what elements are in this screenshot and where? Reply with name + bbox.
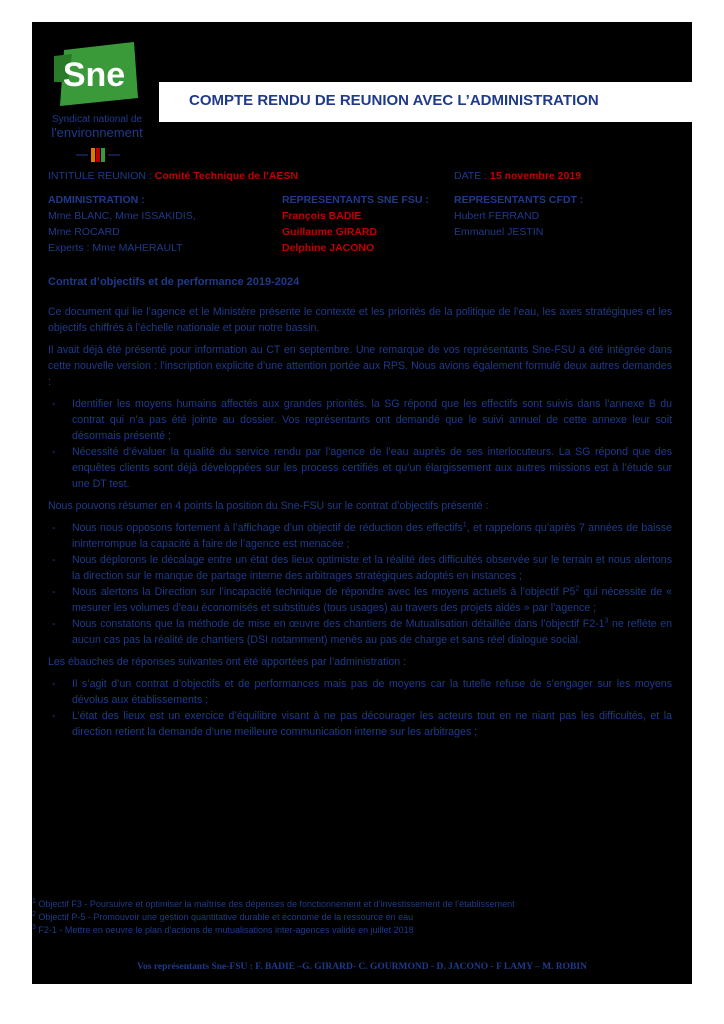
footnote (32, 911, 672, 924)
paragraph: Les ébauches de réponses suivantes ont été apportées par l’administration : (48, 656, 407, 668)
list-item (48, 520, 672, 552)
footnote-ref: 2 (575, 585, 580, 593)
administration-line: Mme ROCARD (48, 226, 120, 238)
footnote-number: 1 (32, 898, 36, 905)
meeting-date-label: DATE : (454, 170, 490, 182)
paragraph: Ce document qui lie l’agence et le Ministère présente le contexte et les priorités de la politique de l’eau, les axes stratégiques et les objectifs chiffrés à l’échelle nationale et pour notre bassin. (48, 306, 672, 334)
footnote-text: F2-1 - Mettre en oeuvre le plan d’actions de mutualisations inter-agences validé en juillet 2018 (35, 925, 414, 935)
list-item: - Nécessité d’évaluer la qualité du service rendu par l’agence de l’eau auprès de ses interlocuteurs. La SG répond que des enquêtes clients sont déjà développées sur les process certifiés et qu’un élargissement aux autres missions est à l’étude sur une DT test. (48, 444, 672, 492)
cfdt-member: Emmanuel JESTIN (454, 226, 544, 238)
footnote (32, 924, 672, 937)
document-body (48, 304, 672, 746)
sne-representatives-block (282, 192, 429, 256)
administration-line: Experts : Mme MAHERAULT (48, 242, 183, 254)
footnote-text: Objectif P-5 - Promouvoir une gestion quantitative durable et économe de la ressource en eau (35, 912, 414, 922)
footnote (32, 898, 672, 911)
footnote-number: 2 (32, 911, 36, 918)
logo-tagline: Syndicat national de (51, 114, 143, 125)
document-title: COMPTE RENDU DE REUNION AVEC L’ADMINISTRATION (189, 92, 599, 109)
cfdt-representatives-label: REPRESENTANTS CFDT : (454, 194, 584, 206)
sne-logo-mark (54, 42, 138, 106)
list-item-text: , et rappelons qu’après 7 années de baisse ininterrompue la capacité à faire de l’agence est menacée ; (72, 522, 672, 550)
position-list (48, 520, 672, 648)
meeting-name-label: INTITULE REUNION : (48, 170, 155, 182)
list-item (48, 616, 672, 648)
cfdt-member: Hubert FERRAND (454, 210, 540, 222)
signature-line: Vos représentants Sne-FSU : F. BADIE –G. GIRARD- C. GOURMOND - D. JACONO - F LAMY – M. ROBIN (137, 962, 587, 972)
cfdt-representatives-block (454, 192, 583, 240)
administration-block (48, 192, 196, 256)
response-list (48, 676, 672, 740)
list-item-text: Nous constatons que la méthode de mise en œuvre des chantiers de Mutualisation détaillée dans l’objectif F2-1 (72, 618, 605, 630)
sne-member: Delphine JACONO (282, 242, 375, 254)
meeting-date-value: 15 novembre 2019 (489, 170, 582, 182)
meeting-name (48, 168, 298, 184)
list-item: - Identifier les moyens humains affectés aux grandes priorités. la SG répond que les effectifs sont suivis dans l’annexe B du contrat qui n’a pas été jointe au dossier. Vos représentants ont demandé que le suivi annuel de cette annexe leur soit désormais présenté ; (48, 396, 672, 444)
section-title: Contrat d’objectifs et de performance 2019-2024 (48, 276, 300, 288)
footnote-text: Objectif F3 - Poursuivre et optimiser la maîtrise des dépenses de fonctionnement et d’investissement de l’établissement (35, 899, 515, 909)
logo-tagline-environnement: l'environnement (51, 125, 143, 140)
list-item-text: Nous alertons la Direction sur l’incapacité technique de répondre avec les moyens actuels à l’objectif P5 (72, 586, 576, 598)
paragraph: Nous pouvons résumer en 4 points la position du Sne-FSU sur le contrat d’objectifs présenté : (48, 500, 489, 512)
sne-member: François BADIE (282, 210, 362, 222)
list-item (48, 552, 672, 584)
list-item: - Il s’agit d’un contrat d’objectifs et de performances mais pas de moyens car la tutelle refuse de s’engager sur les moyens dévolus aux établissements ; (48, 676, 672, 708)
meeting-date (454, 168, 581, 184)
list-item-text: Nous nous opposons fortement à l’affichage d’un objectif de réduction des effectifs (72, 522, 463, 534)
meeting-name-value: Comité Technique de l’AESN (154, 170, 299, 182)
paragraph: Il avait déjà été présenté pour information au CT en septembre. Une remarque de vos représentants Sne-FSU a été intégrée dans cette nouvelle version : l’inscription explicite d’une attention portée aux RPS. Nous avions également formulé deux autres demandes : (48, 344, 672, 388)
sne-logo (50, 32, 144, 162)
administration-label: ADMINISTRATION : (48, 194, 145, 206)
request-list (48, 396, 672, 492)
sne-representatives-label: REPRESENTANTS SNE FSU : (282, 194, 429, 206)
document-page (32, 22, 692, 984)
sne-member: Guillaume GIRARD (282, 226, 378, 238)
fsu-logo-icon (76, 146, 120, 164)
footnote-ref: 1 (462, 521, 467, 529)
list-item-text: ne reflète en aucun cas pas la réalité de chantiers (DSI notamment) menés au pas de charge et sans réel dialogue social. (72, 618, 672, 646)
footnotes (32, 898, 672, 937)
title-banner (159, 82, 692, 122)
list-item-text: qui nécessite de « mesurer les volumes d’eau économisés et substitués (tous usages) au travers des projets aidés » par l’agence ; (72, 586, 673, 614)
footnote-number: 3 (32, 924, 36, 931)
administration-line: Mme BLANC, Mme ISSAKIDIS, (48, 210, 196, 222)
list-item (48, 584, 672, 616)
footnote-ref: 3 (604, 617, 609, 625)
list-item-text: Nous déplorons le décalage entre un état des lieux optimiste et la réalité des difficultés observée sur le terrain et nous alertons la direction sur le manque de partage interne des arbitrages stratégiques adoptés en instances ; (72, 554, 672, 582)
list-item: - L’état des lieux est un exercice d’équilibre visant à ne pas décourager les acteurs tout en ne niant pas les difficultés, et la direction retient la demande d’une meilleure communication interne sur les arbitrages ; (48, 708, 672, 740)
logo-text: Sne (62, 56, 126, 94)
